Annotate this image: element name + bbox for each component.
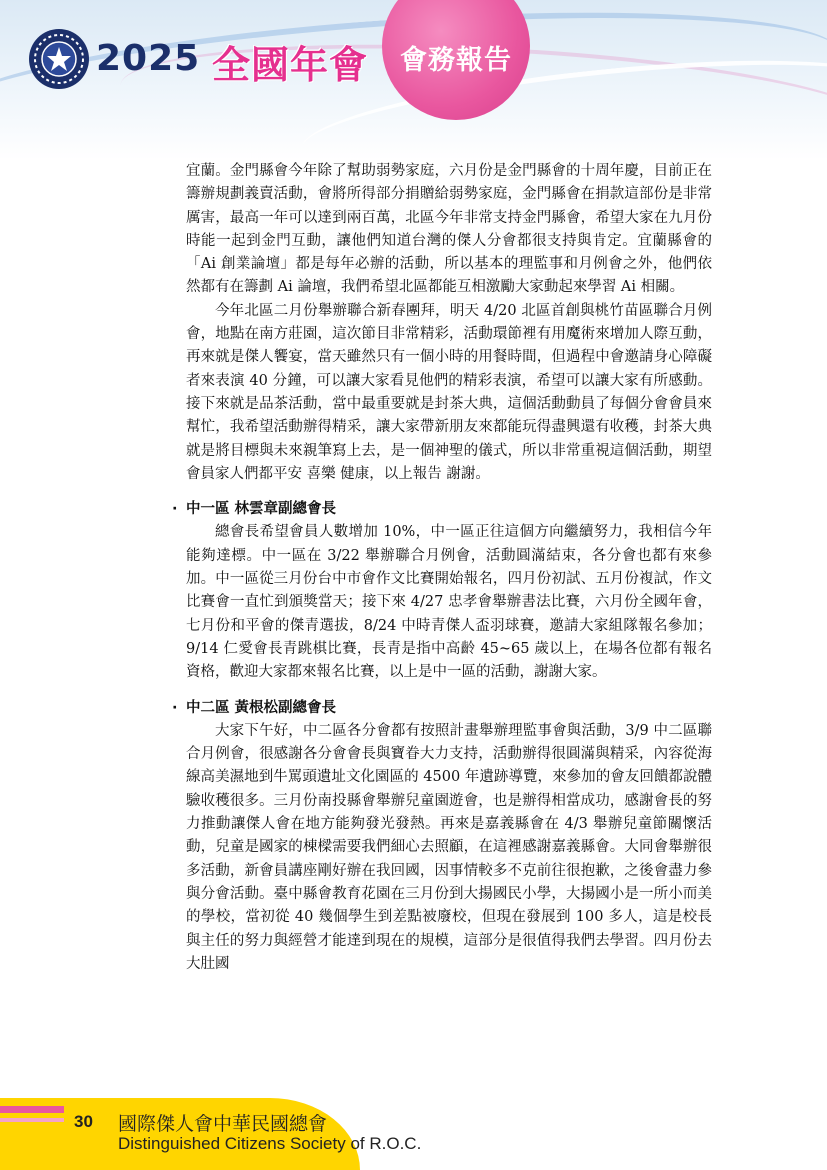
conference-year: 2025 bbox=[96, 38, 201, 79]
section-badge-label: 會務報告 bbox=[400, 45, 512, 76]
main-content bbox=[172, 160, 712, 976]
bullet-dot: · bbox=[172, 501, 178, 518]
body-paragraph: 大家下午好，中二區各分會都有按照計畫舉辦理監事會與活動，3/9 中二區聯合月例會，很感謝各分會會長與寶眷大力支持，活動辦得很圓滿與精采，內容從海線高美濕地到牛罵頭遺址文化園區的 4500 年遺跡導覽，來參加的會友回饋都說體驗收穫很多。三月份南投縣會舉辦兒童園遊會，也是辦得相當成功，感謝會長的努力推動讓傑人會在地方能夠發光發熱。再來是嘉義縣會在 4/3 舉辦兒童節關懷活動，兒童是國家的棟樑需要我們細心去照顧，在這裡感謝嘉義縣會。大同會舉辦很多活動，新會員講座剛好辦在我回國，因事情較多不克前往很抱歉，之後會盡力參與分會活動。臺中縣會教育花園在三月份到大揚國民小學，大揚國小是一所小而美的學校，當初從 40 幾個學生到差點被廢校，但現在發展到 100 多人，這是校長與主任的努力與經營才能達到現在的規模，這部分是很值得我們去學習。四月份去大肚國 bbox=[186, 722, 712, 972]
body-paragraph: 宜蘭。金門縣會今年除了幫助弱勢家庭，六月份是金門縣會的十周年慶，目前正在籌辦規劃義賣活動，會將所得部分捐贈給弱勢家庭，金門縣會在捐款這部份是非常厲害，最高一年可以達到兩百萬，北區今年非常支持金門縣會，希望大家在九月份時能一起到金門互動，讓他們知道台灣的傑人分會都很支持與肯定。宜蘭縣會的「Ai 創業論壇」都是每年必辦的活動，所以基本的理監事和月例會之外，他們依然都有在籌劃 Ai 論壇，我們希望北區都能互相激勵大家動起來學習 Ai 相關。 bbox=[186, 163, 712, 296]
section-heading bbox=[172, 697, 712, 720]
section-title: 中二區 黃根松副總會長 bbox=[186, 699, 337, 716]
organization-name-en: Distinguished Citizens Society of R.O.C. bbox=[118, 1134, 422, 1153]
body-paragraph: 總會長希望會員人數增加 10%，中一區正往這個方向繼續努力，我相信今年能夠達標。中一區在 3/22 舉辦聯合月例會，活動圓滿結束，各分會也都有來參加。中一區從三月份台中市會作文比賽開始報名，四月份初試、五月份複試，作文比賽會一直忙到頒獎當天；接下來 4/27 忠孝會舉辦書法比賽，六月份全國年會，七月份和平會的傑青選拔，8/24 中時青傑人盃羽球賽，邀請大家組隊報名參加；9/14 仁愛會長青跳棋比賽，長青是指中高齡 45~65 歲以上，在場各位都有報名資格，歡迎大家都來報名比賽，以上是中一區的活動，謝謝大家。 bbox=[186, 524, 712, 681]
society-emblem-icon bbox=[27, 27, 91, 91]
page-number: 30 bbox=[74, 1112, 93, 1131]
footer-stripe bbox=[0, 1118, 64, 1122]
bullet-dot: · bbox=[172, 699, 178, 716]
body-paragraph: 今年北區二月份舉辦聯合新春團拜，明天 4/20 北區首創與桃竹苗區聯合月例會，地點在南方莊園，這次節目非常精彩，活動環節裡有用魔術來增加人際互動，再來就是傑人饗宴，當天雖然只有一個小時的用餐時間，但過程中會邀請身心障礙者來表演 40 分鐘，可以讓大家看見他們的精彩表演，希望可以讓大家有所感動。接下來就是品茶活動，當中最重要就是封茶大典，這個活動動員了每個分會會員來幫忙，我希望活動辦得精采，讓大家帶新朋友來都能玩得盡興還有收穫，封茶大典就是將目標與未來親筆寫上去，是一個神聖的儀式，所以非常重視這個活動，期望會員家人們都平安 喜樂 健康，以上報告 謝謝。 bbox=[186, 302, 712, 482]
section-heading bbox=[172, 498, 712, 521]
footer-stripe bbox=[0, 1106, 64, 1113]
conference-title: 全國年會 bbox=[212, 43, 369, 87]
organization-name-zh: 國際傑人會中華民國總會 bbox=[118, 1113, 328, 1135]
page-footer bbox=[0, 1098, 827, 1170]
section-title: 中一區 林雲章副總會長 bbox=[186, 501, 337, 518]
